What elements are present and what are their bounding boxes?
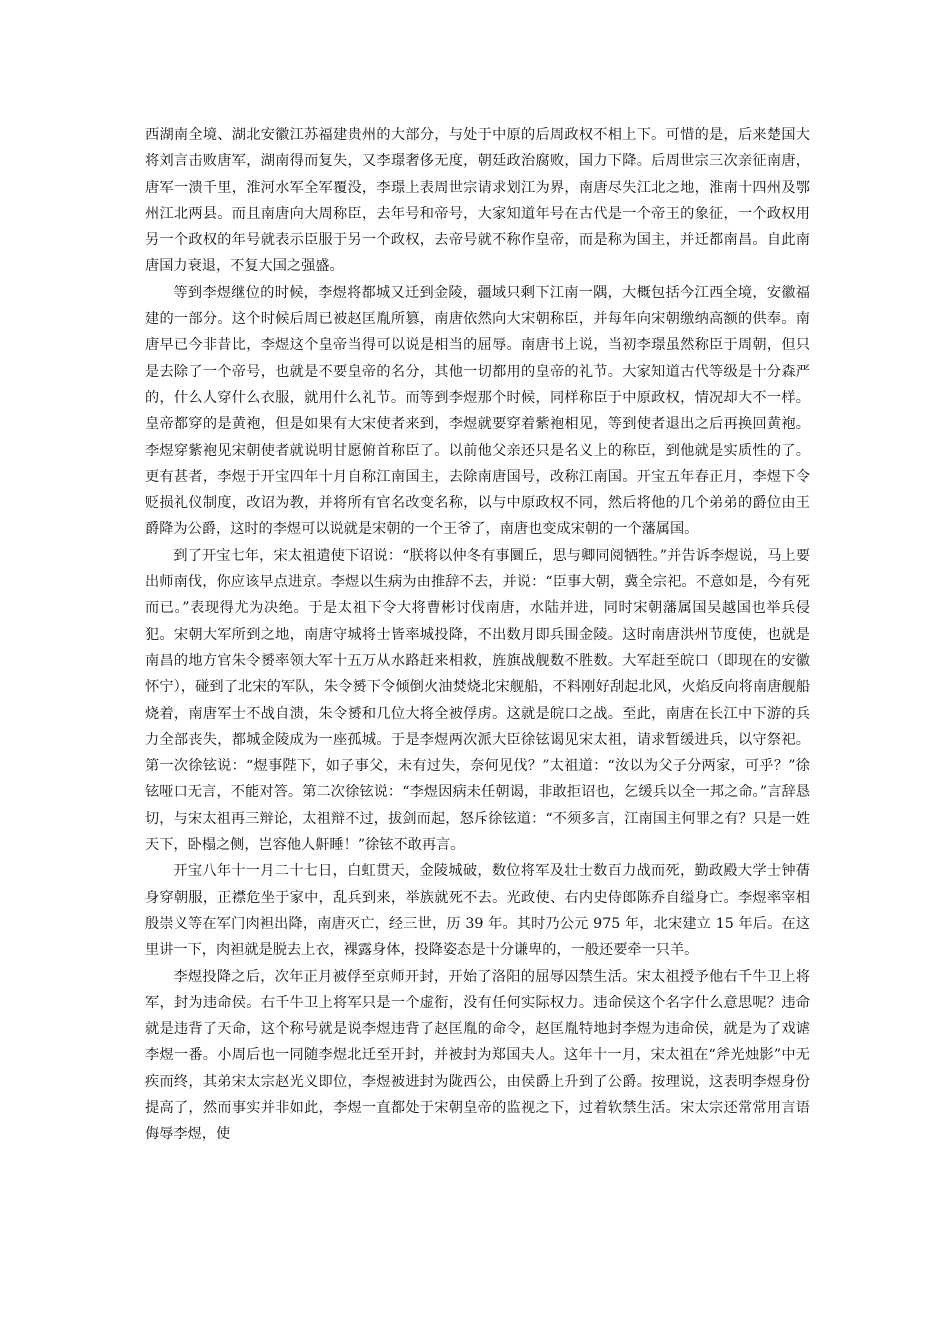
- paragraph-3: 到了开宝七年，宋太祖遣使下诏说：“朕将以仲冬有事圜丘，思与卿同阅牺牲。”并告诉李煜说，马上要出师南伐，你应该早点进京。李煜以生病为由推辞不去，并说：“臣事大朝，冀全宗祀。不意如是，今有死而已。”表现得尤为决绝。于是太祖下令大将曹彬讨伐南唐，水陆并进，同时宋朝藩属国吴越国也举兵侵犯。宋朝大军所到之地，南唐守城将士皆率城投降，不出数月即兵围金陵。这时南唐洪州节度使，也就是南昌的地方官朱令赟率领大军十五万从水路赶来相救，旌旗战舰数不胜数。大军赶至皖口（即现在的安徽怀宁），碰到了北宋的军队，朱令赟下令倾倒火油焚烧北宋舰船，不料刚好刮起北风，火焰反向将南唐舰船烧着，南唐军士不战自溃，朱令赟和几位大将全被俘虏。这就是皖口之战。至此，南唐在长江中下游的兵力全部丧失，都城金陵成为一座孤城。于是李煜两次派大臣徐铉谒见宋太祖，请求暂缓进兵，以守祭祀。第一次徐铉说：“煜事陛下，如子事父，未有过失，奈何见伐？”太祖道：“汝以为父子分两家，可乎？”徐铉哑口无言，不能对答。第二次徐铉说：“李煜因病未任朝谒，非敢拒诏也，乞缓兵以全一邦之命。”言辞恳切，与宋太祖再三辩论，太祖辩不过，拔剑而起，怒斥徐铉道：“不须多言，江南国主何罪之有？只是一姓天下，卧榻之侧，岂容他人鼾睡！”徐铉不敢再言。: [145, 547, 810, 854]
- document-body: [145, 122, 810, 1148]
- paragraph-1: 西湖南全境、湖北安徽江苏福建贵州的大部分，与处于中原的后周政权不相上下。可惜的是，后来楚国大将刘言击败唐军，湖南得而复失，又李璟奢侈无度，朝廷政治腐败，国力下降。后周世宗三次亲征南唐，唐军一溃千里，淮河水军全军覆没，李璟上表周世宗请求划江为界，南唐尽失江北之地，淮南十四州及鄂州江北两县。而且南唐向大周称臣，去年号和帝号，大家知道年号在古代是一个帝王的象征，一个政权用另一个政权的年号就表示臣服于另一个政权，去帝号就不称作皇帝，而是称为国主，并迁都南昌。自此南唐国力衰退，不复大国之强盛。: [145, 127, 810, 275]
- paragraph-4: 开宝八年十一月二十七日，白虹贯天，金陵城破，数位将军及壮士数百力战而死，勤政殿大学士钟蒨身穿朝服，正襟危坐于家中，乱兵到来，举族就死不去。光政使、右内史侍郎陈乔自缢身亡。李煜率宰相殷崇义等在军门肉袒出降，南唐灭亡，经三世，历 39 年。其时乃公元 975 年，北宋建立 15 年后。在这里讲一下，肉袒就是脱去上衣，裸露身体，投降姿态是十分谦卑的，一般还要牵一只羊。: [145, 863, 810, 959]
- paragraph-2: 等到李煜继位的时候，李煜将都城又迁到金陵，疆域只剩下江南一隅，大概包括今江西全境，安徽福建的一部分。这个时候后周已被赵匡胤所篡，南唐依然向大宋朝称臣，并每年向宋朝缴纳高额的供奉。南唐早已今非昔比，李煜这个皇帝当得可以说是相当的屈辱。南唐书上说，当初李璟虽然称臣于周朝，但只是去除了一个帝号，也就是不要皇帝的名分，其他一切都用的皇帝的礼节。大家知道古代等级是十分森严的，什么人穿什么衣服，就用什么礼节。而等到李煜那个时候，同样称臣于中原政权，情况却大不一样。皇帝都穿的是黄袍，但是如果有大宋使者来到，李煜就要穿着紫袍相见，等到使者退出之后再换回黄袍。李煜穿紫袍见宋朝使者就说明甘愿俯首称臣了。以前他父亲还只是名义上的称臣，到他就是实质性的了。更有甚者，李煜于开宝四年十月自称江南国主，去除南唐国号，改称江南国。开宝五年春正月，李煜下令贬损礼仪制度，改诏为教，并将所有官名改变名称，以与中原政权不同，然后将他的几个弟弟的爵位由王爵降为公爵，这时的李煜可以说就是宋朝的一个王爷了，南唐也变成宋朝的一个藩属国。: [145, 284, 810, 538]
- paragraph-5: 李煜投降之后，次年正月被俘至京师开封，开始了洛阳的屈辱囚禁生活。宋太祖授予他右千牛卫上将军，封为违命侯。右千牛卫上将军只是一个虚衔，没有任何实际权力。违命侯这个名字什么意思呢？违命就是违背了天命，这个称号就是说李煜违背了赵匡胤的命令，赵匡胤特地封李煜为违命侯，就是为了戏谑李煜一番。小周后也一同随李煜北迁至开封，并被封为郑国夫人。这年十一月，宋太祖在“斧光烛影”中无疾而终，其弟宋太宗赵光义即位，李煜被进封为陇西公，由侯爵上升到了公爵。按理说，这表明李煜身份提高了，然而事实并非如此，李煜一直都处于宋朝皇帝的监视之下，过着软禁生活。宋太宗还常常用言语侮辱李煜，使: [145, 968, 810, 1143]
